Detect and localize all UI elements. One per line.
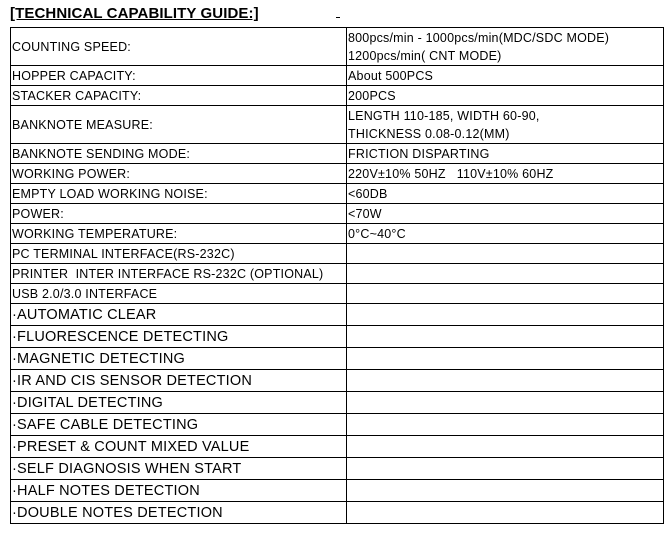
spec-label: PC TERMINAL INTERFACE(RS-232C) xyxy=(11,244,347,264)
spec-row-usb-interface xyxy=(11,284,664,304)
spec-value xyxy=(347,106,664,144)
spec-label: POWER: xyxy=(11,204,347,224)
feature-value xyxy=(347,480,664,502)
spec-row-stacker-capacity xyxy=(11,86,664,106)
spec-table xyxy=(10,27,664,524)
feature-row xyxy=(11,304,664,326)
spec-row-counting-speed xyxy=(11,28,664,66)
spec-label: WORKING TEMPERATURE: xyxy=(11,224,347,244)
text-cursor xyxy=(336,17,340,18)
feature-value xyxy=(347,370,664,392)
feature-label: ·PRESET & COUNT MIXED VALUE xyxy=(11,436,347,458)
feature-row xyxy=(11,414,664,436)
feature-value xyxy=(347,392,664,414)
spec-value xyxy=(347,28,664,66)
spec-row-temperature xyxy=(11,224,664,244)
feature-value xyxy=(347,304,664,326)
spec-value: <60DB xyxy=(347,184,664,204)
spec-value-line: 800pcs/min - 1000pcs/min(MDC/SDC MODE) xyxy=(348,30,610,45)
spec-label: BANKNOTE MEASURE: xyxy=(11,106,347,144)
spec-label: HOPPER CAPACITY: xyxy=(11,66,347,86)
spec-row-printer-interface xyxy=(11,264,664,284)
feature-label: ·FLUORESCENCE DETECTING xyxy=(11,326,347,348)
spec-value: 220V±10% 50HZ 110V±10% 60HZ xyxy=(347,164,664,184)
spec-label: COUNTING SPEED: xyxy=(11,28,347,66)
feature-label: ·MAGNETIC DETECTING xyxy=(11,348,347,370)
feature-label: ·SELF DIAGNOSIS WHEN START xyxy=(11,458,347,480)
spec-label: USB 2.0/3.0 INTERFACE xyxy=(11,284,347,304)
guide-header xyxy=(10,4,370,26)
spec-row-sending-mode xyxy=(11,144,664,164)
spec-value xyxy=(347,244,664,264)
feature-value xyxy=(347,458,664,480)
spec-value-line: THICKNESS 0.08-0.12(MM) xyxy=(348,126,510,141)
spec-label: WORKING POWER: xyxy=(11,164,347,184)
feature-row xyxy=(11,326,664,348)
feature-row xyxy=(11,370,664,392)
spec-value: About 500PCS xyxy=(347,66,664,86)
spec-row-power xyxy=(11,204,664,224)
spec-label: PRINTER INTER INTERFACE RS-232C (OPTIONAL) xyxy=(11,264,347,284)
feature-value xyxy=(347,436,664,458)
feature-label: ·AUTOMATIC CLEAR xyxy=(11,304,347,326)
feature-row xyxy=(11,348,664,370)
feature-label: ·DOUBLE NOTES DETECTION xyxy=(11,502,347,524)
spec-row-pc-interface xyxy=(11,244,664,264)
feature-label: ·DIGITAL DETECTING xyxy=(11,392,347,414)
spec-value-line: LENGTH 110-185, WIDTH 60-90, xyxy=(348,108,540,123)
spec-label: STACKER CAPACITY: xyxy=(11,86,347,106)
feature-value xyxy=(347,348,664,370)
spec-value xyxy=(347,264,664,284)
spec-label: EMPTY LOAD WORKING NOISE: xyxy=(11,184,347,204)
spec-row-hopper-capacity xyxy=(11,66,664,86)
feature-row xyxy=(11,480,664,502)
spec-value: 200PCS xyxy=(347,86,664,106)
feature-value xyxy=(347,326,664,348)
spec-value-line: 1200pcs/min( CNT MODE) xyxy=(348,48,502,63)
feature-label: ·IR AND CIS SENSOR DETECTION xyxy=(11,370,347,392)
spec-value xyxy=(347,284,664,304)
feature-row xyxy=(11,458,664,480)
spec-table-body xyxy=(11,28,664,524)
spec-row-noise xyxy=(11,184,664,204)
spec-label: BANKNOTE SENDING MODE: xyxy=(11,144,347,164)
guide-title: [TECHNICAL CAPABILITY GUIDE:] xyxy=(10,5,259,22)
spec-value: <70W xyxy=(347,204,664,224)
spec-row-banknote-measure xyxy=(11,106,664,144)
feature-row xyxy=(11,392,664,414)
feature-label: ·SAFE CABLE DETECTING xyxy=(11,414,347,436)
feature-value xyxy=(347,414,664,436)
spec-value: 0°C~40°C xyxy=(347,224,664,244)
feature-label: ·HALF NOTES DETECTION xyxy=(11,480,347,502)
feature-value xyxy=(347,502,664,524)
spec-row-working-power xyxy=(11,164,664,184)
feature-row xyxy=(11,502,664,524)
spec-value: FRICTION DISPARTING xyxy=(347,144,664,164)
feature-row xyxy=(11,436,664,458)
